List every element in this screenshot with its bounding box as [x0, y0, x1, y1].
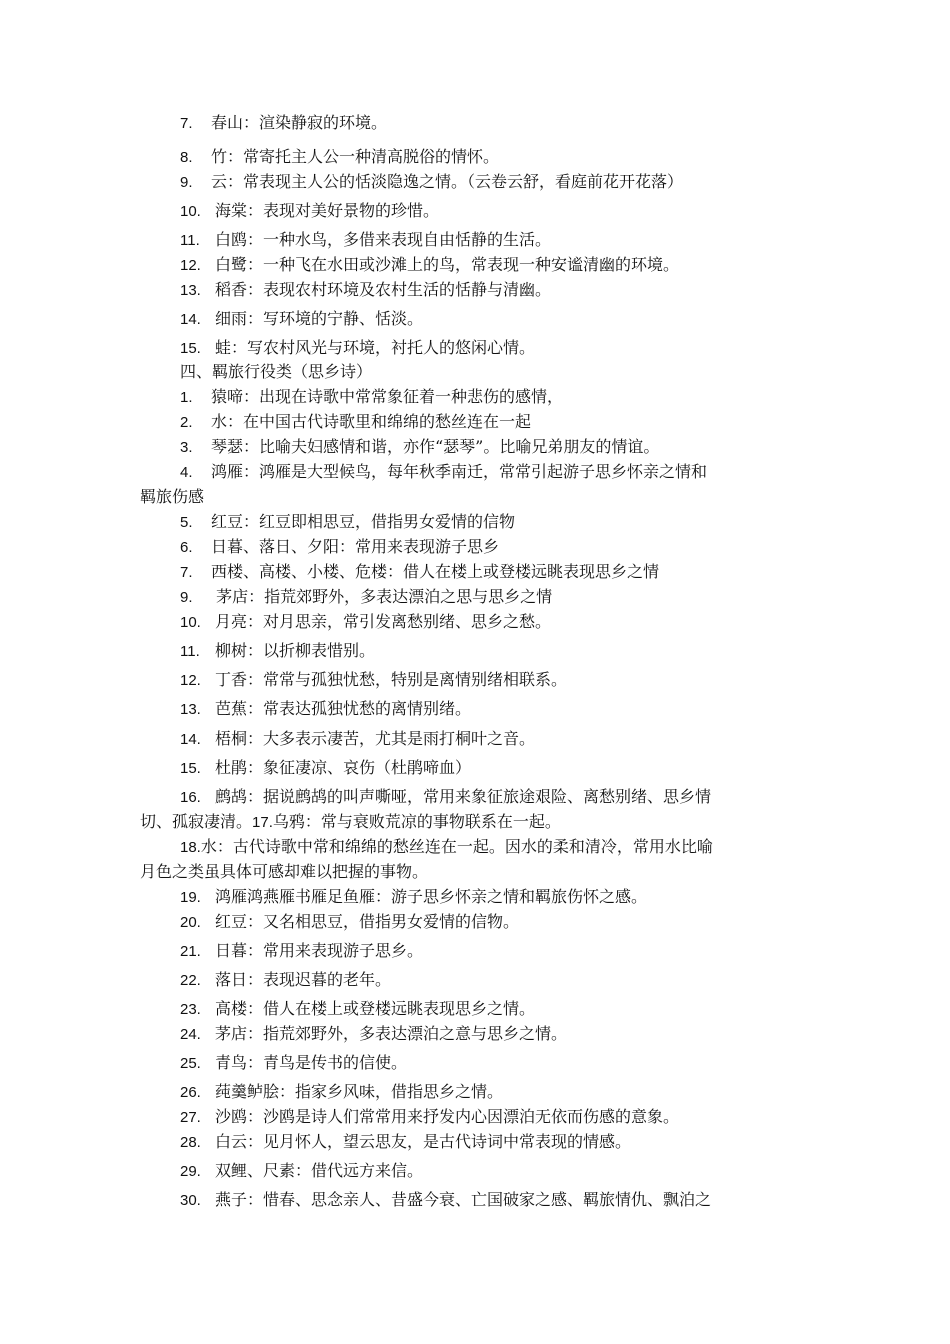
item-text: 燕子：惜春、思念亲人、昔盛今衰、亡国破家之感、羁旅情仇、飘泊之	[215, 1190, 712, 1209]
item-text: 猿啼：出现在诗歌中常常象征着一种悲伤的感情，	[211, 387, 564, 406]
item-number: 6.	[180, 539, 193, 556]
section-heading	[180, 361, 372, 383]
item-text: 竹：常寄托主人公一种清高脱俗的情怀。	[211, 147, 500, 166]
item-text: 乌鸦：常与衰败荒凉的事物联系在一起。	[272, 812, 561, 831]
item-number: 5.	[180, 514, 193, 531]
item-number: 7.	[180, 115, 193, 132]
item-number: 20.	[180, 914, 201, 931]
item-text: 梧桐：大多表示凄苦，尤其是雨打桐叶之音。	[215, 729, 536, 748]
item-number: 18.	[180, 839, 201, 856]
list-item	[180, 969, 391, 992]
item-text: 琴瑟：比喻夫妇感情和谐，亦作“瑟琴”。比喻兄弟朋友的情谊。	[211, 437, 660, 456]
item-text: 莼羹鲈脍：指家乡风味，借指思乡之情。	[215, 1082, 504, 1101]
item-text: 稻香：表现农村环境及农村生活的恬静与清幽。	[215, 280, 552, 299]
list-item	[180, 640, 375, 663]
item-number: 22.	[180, 972, 201, 989]
item-text: 落日：表现迟暮的老年。	[215, 970, 392, 989]
item-number: 1.	[180, 389, 193, 406]
list-item	[180, 511, 515, 534]
section-heading-text: 四、羁旅行役类（思乡诗）	[180, 362, 373, 381]
item-text: 水：古代诗歌中常和绵绵的愁丝连在一起。因水的柔和清冷，常用水比喻	[200, 837, 713, 856]
list-item	[180, 1131, 631, 1154]
list-item-continuation	[140, 486, 204, 508]
item-number: 29.	[180, 1163, 201, 1180]
item-text: 西楼、高楼、小楼、危楼：借人在楼上或登楼远眺表现思乡之情	[211, 562, 660, 581]
list-item	[180, 308, 423, 331]
list-item	[180, 146, 499, 169]
item-text: 双鲤、尺素：借代远方来信。	[215, 1161, 424, 1180]
list-item-continuation	[140, 811, 561, 834]
item-number: 15.	[180, 340, 201, 357]
list-item	[180, 698, 471, 721]
item-text: 鹧鸪：据说鹧鸪的叫声嘶哑，常用来象征旅途艰险、离愁别绪、思乡情	[215, 787, 712, 806]
item-text: 鸿雁鸿燕雁书雁足鱼雁：游子思乡怀亲之情和羁旅伤怀之感。	[215, 887, 648, 906]
item-text: 春山：渲染静寂的环境。	[211, 113, 388, 132]
item-number: 25.	[180, 1055, 201, 1072]
list-item	[180, 1189, 711, 1212]
item-number: 9.	[180, 174, 193, 191]
item-text: 切、孤寂凄清。	[140, 812, 253, 831]
item-text: 月色之类虽具体可感却难以把握的事物。	[140, 862, 429, 881]
list-item	[180, 728, 535, 751]
list-item	[180, 586, 552, 609]
list-item	[180, 886, 647, 909]
item-text: 红豆：红豆即相思豆，借指男女爱情的信物	[211, 512, 516, 531]
item-text: 白鹭：一种飞在水田或沙滩上的鸟，常表现一种安谧清幽的环境。	[215, 255, 680, 274]
item-number: 26.	[180, 1084, 201, 1101]
list-item	[180, 836, 713, 859]
list-item	[180, 411, 531, 434]
item-number: 11.	[180, 232, 200, 249]
list-item	[180, 171, 683, 194]
item-text: 芭蕉：常表达孤独忧愁的离情别绪。	[215, 699, 472, 718]
item-text: 白鸥：一种水鸟，多借来表现自由恬静的生活。	[215, 230, 552, 249]
item-number: 8.	[180, 149, 193, 166]
item-number: 21.	[180, 943, 201, 960]
list-item	[180, 561, 659, 584]
list-item	[180, 911, 519, 934]
list-item	[180, 200, 439, 223]
item-number: 12.	[180, 672, 201, 689]
item-number: 2.	[180, 414, 193, 431]
item-text: 高楼：借人在楼上或登楼远眺表现思乡之情。	[215, 999, 536, 1018]
item-number: 10.	[180, 203, 201, 220]
item-number: 4.	[180, 464, 193, 481]
item-text: 水：在中国古代诗歌里和绵绵的愁丝连在一起	[211, 412, 532, 431]
item-text: 云：常表现主人公的恬淡隐逸之情。（云卷云舒，看庭前花开花落）	[211, 172, 684, 191]
list-item	[180, 436, 659, 459]
item-text: 丁香：常常与孤独忧愁，特别是离情别绪相联系。	[215, 670, 568, 689]
item-text: 红豆：又名相思豆，借指男女爱情的信物。	[215, 912, 520, 931]
list-item	[180, 940, 423, 963]
item-text: 杜鹃：象征凄凉、哀伤（杜鹃啼血）	[215, 758, 472, 777]
list-item	[180, 461, 707, 484]
item-number: 16.	[180, 789, 201, 806]
item-number: 12.	[180, 257, 201, 274]
item-number: 28.	[180, 1134, 201, 1151]
item-number: 14.	[180, 731, 201, 748]
list-item	[180, 611, 551, 634]
item-number: 3.	[180, 439, 193, 456]
list-item	[180, 786, 711, 809]
item-number: 14.	[180, 311, 201, 328]
item-number: 7.	[180, 564, 193, 581]
list-item	[180, 112, 387, 135]
item-number: 23.	[180, 1001, 201, 1018]
item-text: 茅店：指荒郊野外，多表达漂泊之意与思乡之情。	[215, 1024, 568, 1043]
item-text: 日暮：常用来表现游子思乡。	[215, 941, 424, 960]
item-text: 蛙：写农村风光与环境，衬托人的悠闲心情。	[215, 338, 536, 357]
item-number: 27.	[180, 1109, 201, 1126]
list-item	[180, 1160, 423, 1183]
item-number: 13.	[180, 282, 201, 299]
list-item	[180, 1023, 567, 1046]
item-text: 羁旅伤感	[140, 487, 205, 506]
item-text: 海棠：表现对美好景物的珍惜。	[215, 201, 440, 220]
item-number: 15.	[180, 760, 201, 777]
item-text: 月亮：对月思亲，常引发离愁别绪、思乡之愁。	[215, 612, 552, 631]
list-item	[180, 1052, 407, 1075]
item-text: 青鸟：青鸟是传书的信使。	[215, 1053, 408, 1072]
item-text: 日暮、落日、夕阳：常用来表现游子思乡	[211, 537, 500, 556]
item-text: 白云：见月怀人，望云思友，是古代诗词中常表现的情感。	[215, 1132, 632, 1151]
item-number: 13.	[180, 701, 201, 718]
item-text: 沙鸥：沙鸥是诗人们常常用来抒发内心因漂泊无依而伤感的意象。	[215, 1107, 680, 1126]
list-item	[180, 998, 535, 1021]
list-item	[180, 337, 535, 360]
list-item	[180, 279, 551, 302]
list-item-continuation	[140, 861, 428, 883]
item-number: 24.	[180, 1026, 201, 1043]
list-item	[180, 757, 471, 780]
item-number: 17.	[252, 814, 273, 831]
list-item	[180, 669, 567, 692]
item-text: 柳树：以折柳表惜别。	[215, 641, 376, 660]
list-item	[180, 1081, 503, 1104]
list-item	[180, 229, 551, 252]
list-item	[180, 1106, 679, 1129]
item-number: 30.	[180, 1192, 201, 1209]
item-text: 细雨：写环境的宁静、恬淡。	[215, 309, 424, 328]
item-text: 茅店：指荒郊野外，多表达漂泊之思与思乡之情	[211, 587, 553, 606]
item-number: 11.	[180, 643, 200, 660]
item-text: 鸿雁：鸿雁是大型候鸟，每年秋季南迁，常常引起游子思乡怀亲之情和	[211, 462, 708, 481]
item-number: 9.	[180, 589, 193, 606]
list-item	[180, 536, 499, 559]
item-number: 19.	[180, 889, 201, 906]
list-item	[180, 386, 563, 409]
list-item	[180, 254, 679, 277]
item-number: 10.	[180, 614, 201, 631]
